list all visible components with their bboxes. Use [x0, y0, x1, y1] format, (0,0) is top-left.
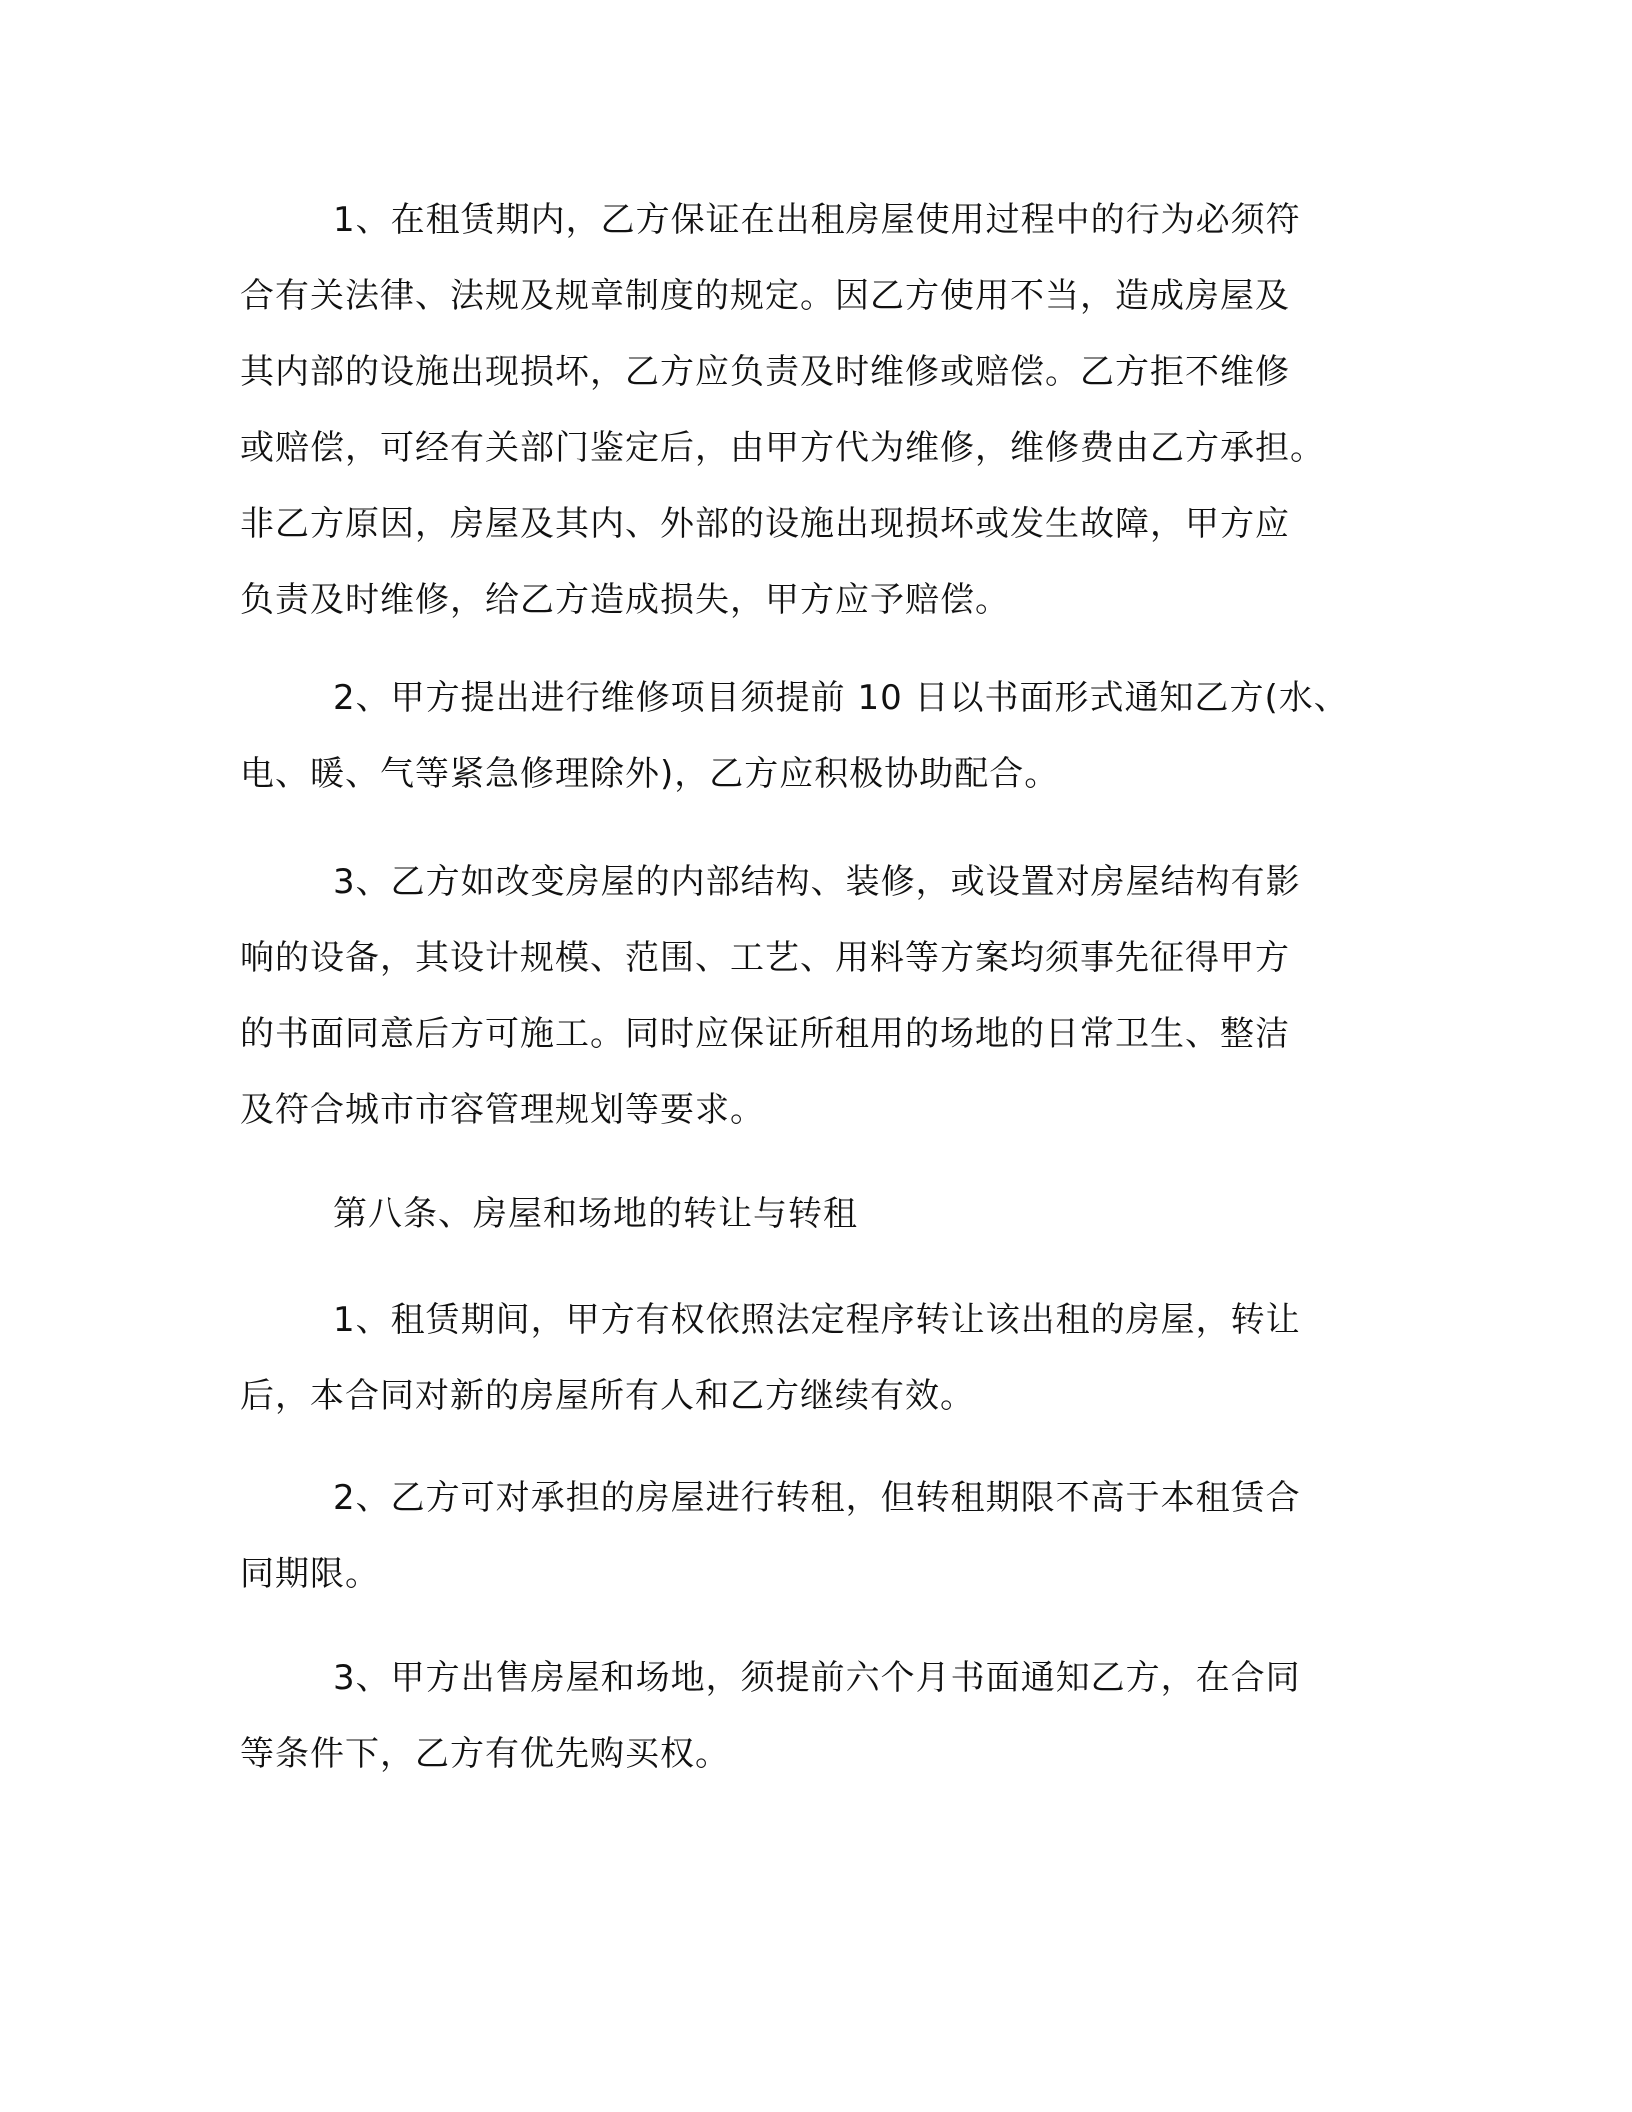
- paragraph-line: 其内部的设施出现损坏，乙方应负责及时维修或赔偿。乙方拒不维修: [240, 352, 1290, 392]
- paragraph-line: 后，本合同对新的房屋所有人和乙方继续有效。: [240, 1376, 975, 1416]
- paragraph-line: 等条件下，乙方有优先购买权。: [240, 1734, 730, 1774]
- paragraph-line: 电、暖、气等紧急修理除外)，乙方应积极协助配合。: [240, 754, 1060, 794]
- paragraph-line: 3、甲方出售房屋和场地，须提前六个月书面通知乙方，在合同: [333, 1658, 1301, 1698]
- paragraph-line: 响的设备，其设计规模、范围、工艺、用料等方案均须事先征得甲方: [240, 938, 1290, 978]
- paragraph-line: 同期限。: [240, 1554, 380, 1594]
- paragraph-line: 或赔偿，可经有关部门鉴定后，由甲方代为维修，维修费由乙方承担。: [240, 428, 1325, 468]
- paragraph-line: 3、乙方如改变房屋的内部结构、装修，或设置对房屋结构有影: [333, 862, 1301, 902]
- paragraph-line: 的书面同意后方可施工。同时应保证所租用的场地的日常卫生、整洁: [240, 1014, 1290, 1054]
- paragraph-line: 1、在租赁期内，乙方保证在出租房屋使用过程中的行为必须符: [333, 200, 1301, 240]
- section-heading: 第八条、房屋和场地的转让与转租: [333, 1194, 858, 1234]
- paragraph-line: 2、甲方提出进行维修项目须提前 10 日以书面形式通知乙方(水、: [333, 678, 1349, 718]
- paragraph-line: 及符合城市市容管理规划等要求。: [240, 1090, 765, 1130]
- paragraph-line: 负责及时维修，给乙方造成损失，甲方应予赔偿。: [240, 580, 1010, 620]
- paragraph-line: 合有关法律、法规及规章制度的规定。因乙方使用不当，造成房屋及: [240, 276, 1290, 316]
- paragraph-line: 1、租赁期间，甲方有权依照法定程序转让该出租的房屋，转让: [333, 1300, 1301, 1340]
- paragraph-line: 非乙方原因，房屋及其内、外部的设施出现损坏或发生故障，甲方应: [240, 504, 1290, 544]
- paragraph-line: 2、乙方可对承担的房屋进行转租，但转租期限不高于本租赁合: [333, 1478, 1301, 1518]
